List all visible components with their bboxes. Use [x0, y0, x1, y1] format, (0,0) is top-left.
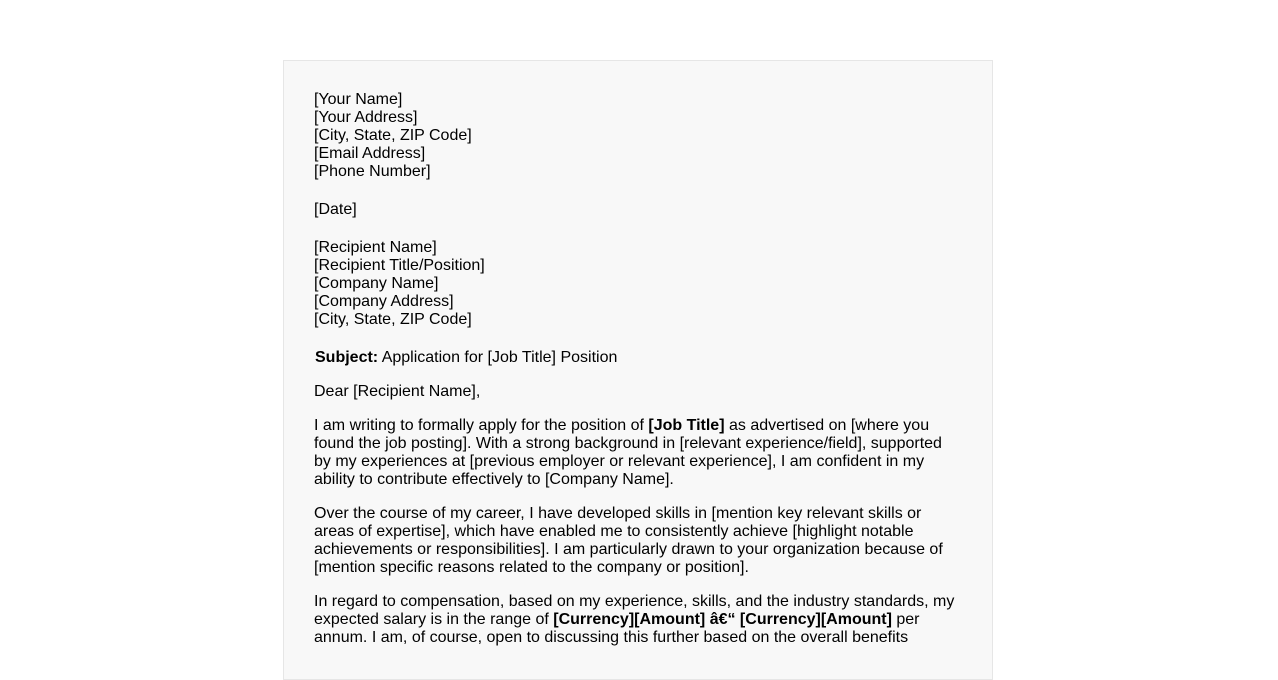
recipient-title: [Recipient Title/Position] — [314, 257, 485, 274]
letter-date: [Date] — [314, 201, 357, 218]
sender-city: [City, State, ZIP Code] — [314, 127, 472, 144]
paragraph-compensation-end: per annum. I am, of course, open to discussing this further based on the overall benefits — [314, 611, 920, 646]
paragraph-skills: Over the course of my career, I have developed skills in [mention key relevant skills or areas of expertise], which have enabled me to consistently achieve [highlight notable achievements or responsibilities]. I am particularly drawn to your organization because of [mention specific reasons related to the company or position]. — [314, 505, 943, 576]
letter-page — [283, 60, 993, 680]
paragraph-intro-start: I am writing to formally apply for the position of — [314, 417, 649, 434]
date-block — [314, 201, 962, 219]
paragraph-compensation — [314, 593, 962, 647]
subject-line — [314, 349, 962, 367]
sender-block — [314, 91, 962, 181]
sender-address: [Your Address] — [314, 109, 418, 126]
paragraph-intro-end: as advertised on [where you found the job posting]. With a strong background in [relevant experience/field], supported by my experiences at [previous employer or relevant experience], I am confident in my ability to contribute effectively to [Company Name]. — [314, 417, 942, 488]
recipient-name: [Recipient Name] — [314, 239, 437, 256]
paragraph-intro — [314, 417, 962, 489]
sender-email: [Email Address] — [314, 145, 426, 162]
recipient-company: [Company Name] — [314, 275, 439, 292]
job-title-bold: [Job Title] — [648, 417, 725, 434]
salary-range-bold: [Currency][Amount] â€“ [Currency][Amount] — [553, 611, 892, 628]
subject-text: Application for [Job Title] Position — [378, 349, 618, 366]
subject-label: Subject: — [315, 349, 379, 366]
sender-name: [Your Name] — [314, 91, 403, 108]
paragraph-compensation-start: In regard to compensation, based on my experience, skills, and the industry standards, my expected salary is in the range of — [314, 593, 955, 628]
recipient-block — [314, 239, 962, 329]
sender-phone: [Phone Number] — [314, 163, 431, 180]
recipient-city: [City, State, ZIP Code] — [314, 311, 472, 328]
salutation: Dear [Recipient Name], — [314, 383, 481, 400]
recipient-address: [Company Address] — [314, 293, 454, 310]
